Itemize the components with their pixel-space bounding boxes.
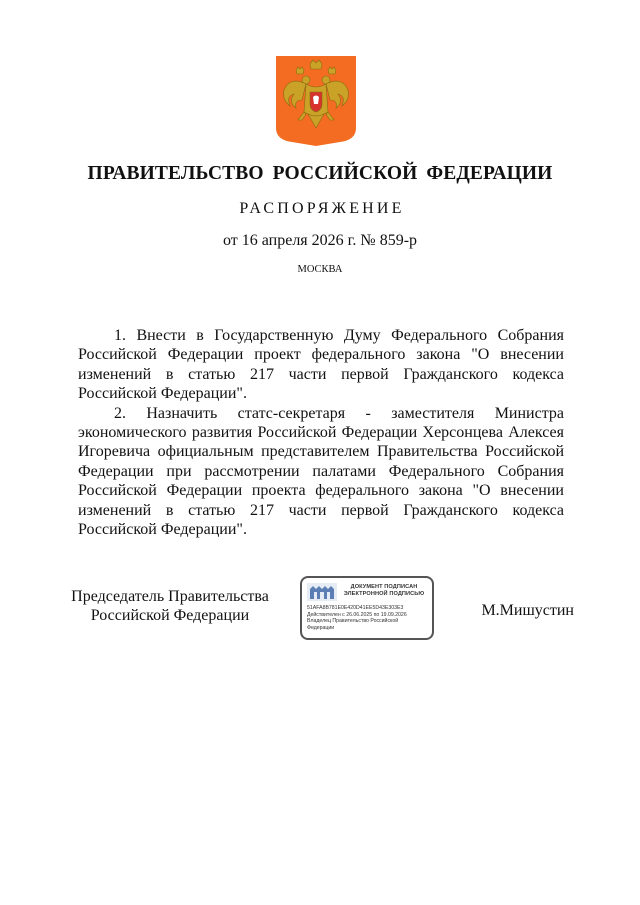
esign-title [338,584,430,598]
esign-owner-line-2: Федерации [307,624,335,631]
document-city: МОСКВА [297,264,343,275]
esign-title-line-1: ДОКУМЕНТ ПОДПИСАН [350,584,418,590]
paragraph-2: 2. Назначить статс-секретаря - заместителя Министра экономического развития Российской Федерации Херсонцева Алексея Игоревича официальным представителем Правительства Российской Федерации при рассмотрении палатами Федерального Собрания Российской Федерации проекта федерального закона "О внесении изменений в статью 217 части первой Гражданского кодекса Российской Федерации". [78,404,564,539]
document-type: РАСПОРЯЖЕНИЕ [239,200,405,217]
electronic-signature-stamp [300,576,434,640]
signatory-position [70,587,270,625]
document-body [78,326,564,539]
document-date-number: от 16 апреля 2026 г. № 859-р [222,232,418,249]
esign-owner-line-1: Владелец Правительство Российской [307,618,399,625]
esign-validity: Действителен с 26.06.2025 по 19.09.2026 [307,611,407,618]
coat-of-arms-icon [307,583,337,601]
esign-title-line-2: ЭЛЕКТРОННОЙ ПОДПИСЬЮ [343,591,425,597]
signatory-name: М.Мишустин [481,602,574,619]
coat-of-arms-icon [276,56,356,146]
esign-certificate: 51AFA8B781E0E420D41EE5D43E303E3 [307,605,404,611]
signatory-position-line-1: Председатель Правительства [71,588,269,605]
government-title: ПРАВИТЕЛЬСТВО РОССИЙСКОЙ ФЕДЕРАЦИИ [87,163,553,184]
esign-details [307,605,431,631]
paragraph-1: 1. Внести в Государственную Думу Федерального Собрания Российской Федерации проект федерального закона "О внесении изменений в статью 217 части первой Гражданского кодекса Российской Федерации". [78,327,564,403]
signatory-position-line-2: Российской Федерации [90,607,250,624]
